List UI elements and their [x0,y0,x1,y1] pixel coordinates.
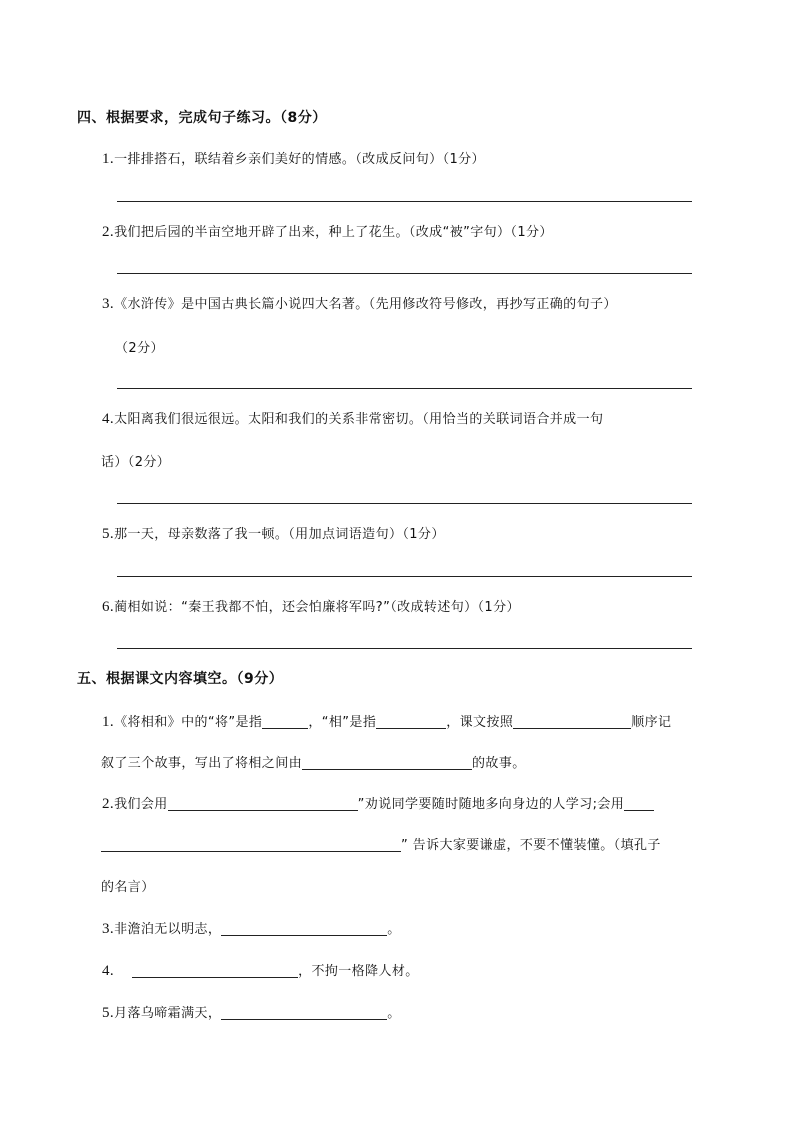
question-number: 3. [102,921,115,937]
fill-blank[interactable] [221,1005,387,1020]
question-5-1-continued [101,752,526,771]
question-text: ，课文按照 [446,715,514,730]
question-text: 。 [387,1006,401,1021]
answer-line[interactable] [117,576,692,577]
answer-line[interactable] [117,201,692,202]
question-number: 5. [102,526,115,542]
question-number: 5. [102,1005,115,1021]
fill-blank[interactable] [262,714,308,729]
answer-line[interactable] [117,273,692,274]
answer-line[interactable] [117,388,692,389]
fill-blank[interactable] [168,796,358,811]
question-5-2-tail: 的名言） [101,880,155,895]
question-4-1 [102,148,485,168]
question-text: 《将相和》中的“将”是指 [114,715,263,730]
question-4-3-continued: （2分） [115,341,164,356]
question-5-1 [102,711,671,731]
question-text: 月落乌啼霜满天， [114,1006,222,1021]
question-text: 一排排搭石，联结着乡亲们美好的情感。（改成反问句）（1分） [114,152,485,167]
question-text: 太阳离我们很远很远。太阳和我们的关系非常密切。（用恰当的关联词语合并成一句 [114,412,604,427]
question-4-4 [102,408,603,428]
fill-blank[interactable] [624,796,654,811]
question-text: 叙了三个故事，写出了将相之间由 [101,756,303,771]
question-text: 蔺相如说：“秦王我都不怕，还会怕廉将军吗?”（改成转述句）（1分） [114,600,520,615]
question-text: ”劝说同学要随时随地多向身边的人学习;会用 [357,797,625,812]
fill-blank[interactable] [376,714,446,729]
question-text: 非澹泊无以明志， [114,922,222,937]
section-4-heading: 四、根据要求，完成句子练习。（8分） [77,110,327,126]
question-text: ，不拘一格降人材。 [298,964,419,979]
fill-blank[interactable] [101,837,401,852]
question-text: 《水浒传》是中国古典长篇小说四大名著。（先用修改符号修改，再抄写正确的句子） [114,297,617,312]
question-text: 。 [387,922,401,937]
answer-line[interactable] [117,503,692,504]
fill-blank[interactable] [513,714,631,729]
answer-line[interactable] [117,648,692,649]
question-text: ” 告诉大家要谦虚，不要不懂装懂。（填孔子 [401,838,661,853]
question-number: 4. [102,963,115,979]
question-4-5 [102,523,445,543]
question-4-2 [102,221,553,241]
section-5-heading: 五、根据课文内容填空。（9分） [77,671,284,687]
question-number: 4. [102,411,115,427]
question-number: 1. [102,151,115,167]
question-number: 2. [102,224,115,240]
fill-blank[interactable] [221,921,387,936]
question-4-6 [102,596,520,616]
question-5-2-continued [101,834,661,853]
question-text: ，“相”是指 [308,715,377,730]
question-text: 我们会用 [114,797,168,812]
question-number: 3. [102,296,115,312]
question-5-2 [102,793,654,813]
question-4-3 [102,293,617,313]
fill-blank[interactable] [302,755,472,770]
question-number: 1. [102,714,115,730]
question-text: 顺序记 [631,715,672,730]
question-text: 的故事。 [472,756,526,771]
question-number: 6. [102,599,115,615]
question-5-5 [102,1002,401,1022]
question-number: 2. [102,796,115,812]
question-4-4-continued: 话）（2分） [101,455,171,470]
question-5-3 [102,918,401,938]
question-5-4 [102,960,419,980]
question-text: 我们把后园的半亩空地开辟了出来，种上了花生。（改成“被”字句）（1分） [114,225,553,240]
question-text: 那一天，母亲数落了我一顿。（用加点词语造句）（1分） [114,527,445,542]
fill-blank[interactable] [132,963,298,978]
